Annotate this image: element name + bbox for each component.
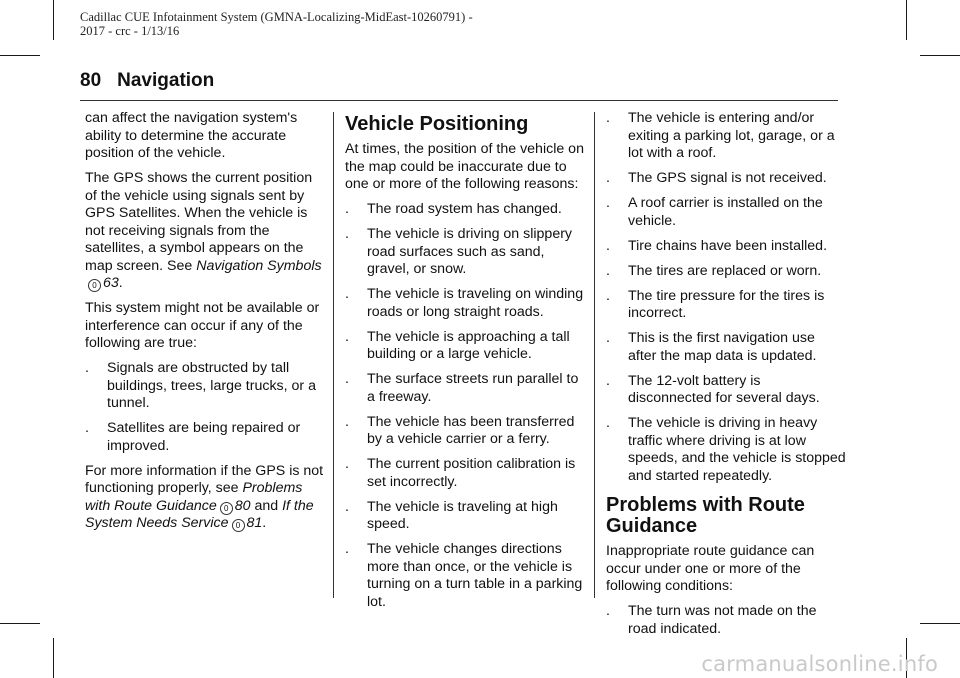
list-item-text: The tire pressure for the tires is incorrect. bbox=[628, 287, 825, 321]
bullet: . bbox=[606, 262, 610, 279]
crop-mark bbox=[0, 55, 40, 56]
list-item-text: The vehicle is traveling on winding roads or long straight roads. bbox=[367, 286, 584, 320]
paragraph: At times, the position of the vehicle on the map could be inaccurate due to one or more of the following reasons: bbox=[345, 141, 584, 192]
page-ref[interactable]: 81 bbox=[246, 515, 263, 531]
paragraph bbox=[85, 170, 325, 293]
list-item-text: The turn was not made on the road indicated. bbox=[628, 603, 817, 637]
crop-mark bbox=[906, 0, 907, 40]
watermark: carmanualsonline.info bbox=[701, 652, 938, 676]
running-header bbox=[80, 70, 214, 92]
list-item-text: The GPS signal is not received. bbox=[628, 170, 827, 186]
route-guidance-link[interactable]: Problems with Route Guidance bbox=[85, 480, 303, 514]
bullet: . bbox=[345, 286, 349, 302]
list-item bbox=[606, 195, 846, 230]
list-item bbox=[606, 373, 846, 408]
list-item-text: The vehicle is traveling at high speed. bbox=[367, 498, 558, 532]
document-meta bbox=[80, 10, 473, 38]
paragraph: can affect the navigation system's ability to determine the accurate position of the vehicle. bbox=[85, 110, 298, 161]
list-item bbox=[606, 415, 846, 485]
list-item bbox=[345, 201, 585, 219]
bullet: . bbox=[606, 330, 610, 346]
list-item bbox=[345, 499, 585, 534]
column-divider bbox=[594, 112, 595, 598]
list-item bbox=[345, 456, 585, 491]
heading-line: Guidance bbox=[606, 515, 698, 537]
list-item-text: The vehicle is entering and/or exiting a parking lot, garage, or a lot with a roof. bbox=[628, 110, 835, 161]
list-item-text: The road system has changed. bbox=[367, 201, 562, 217]
page-ref-icon: 0 bbox=[220, 502, 233, 515]
bullet: . bbox=[345, 371, 349, 387]
crop-mark bbox=[53, 0, 54, 40]
bullet: . bbox=[345, 226, 349, 242]
bullet: . bbox=[606, 603, 610, 619]
list-item bbox=[606, 288, 846, 323]
column-divider bbox=[333, 112, 334, 598]
bullet: . bbox=[345, 541, 349, 557]
page-ref-icon: 0 bbox=[232, 519, 245, 532]
list-item-text: The current position calibration is set incorrectly. bbox=[367, 456, 576, 490]
heading-line: Problems with Route bbox=[606, 494, 805, 516]
list-item-text: The vehicle is driving in heavy traffic where driving is at low speeds, and the vehicle is stopped and started repeatedly. bbox=[628, 415, 846, 484]
list-item bbox=[606, 110, 846, 163]
list-item-text: The vehicle is approaching a tall building or a large vehicle. bbox=[367, 328, 570, 362]
list-item bbox=[345, 371, 585, 406]
bullet: . bbox=[345, 413, 349, 430]
crop-mark bbox=[920, 55, 960, 56]
paragraph: This system might not be available or interference can occur if any of the following are true: bbox=[85, 300, 320, 351]
list-item-text: The surface streets run parallel to a freeway. bbox=[367, 371, 579, 405]
list-item-text: The 12-volt battery is disconnected for several days. bbox=[628, 372, 820, 406]
paragraph-text: The GPS shows the current position of the vehicle using signals sent by GPS Satellites. When the vehicle is not receiving signals from the satellites, a symbol appears on the map screen. See bbox=[85, 170, 313, 274]
crop-mark bbox=[53, 638, 54, 678]
list-item bbox=[606, 170, 846, 188]
section-title: Navigation bbox=[117, 70, 215, 91]
column-2 bbox=[345, 110, 585, 619]
list-item-text: A roof carrier is installed on the vehicle. bbox=[628, 195, 823, 229]
bullet: . bbox=[345, 456, 349, 472]
bullet: . bbox=[606, 287, 610, 304]
bullet: . bbox=[606, 110, 610, 126]
list-item bbox=[345, 226, 585, 279]
bullet: . bbox=[606, 195, 610, 211]
list-item bbox=[85, 360, 325, 413]
column-1 bbox=[85, 110, 325, 540]
column-3 bbox=[606, 110, 846, 646]
list-item-text: The vehicle is driving on slippery road surfaces such as sand, gravel, or snow. bbox=[367, 226, 573, 277]
list-item-text: The tires are replaced or worn. bbox=[628, 262, 822, 279]
list-item bbox=[345, 414, 585, 449]
bullet: . bbox=[606, 372, 610, 389]
bullet: . bbox=[606, 237, 610, 254]
list-item-text: The vehicle changes directions more than once, or the vehicle is turning on a turn table in a parking lot. bbox=[367, 541, 583, 610]
bullet: . bbox=[345, 328, 349, 345]
bullet: . bbox=[606, 415, 610, 431]
paragraph-text: For more information if the GPS is not functioning properly, see bbox=[85, 462, 324, 496]
navigation-symbols-link[interactable]: Navigation Symbols bbox=[196, 257, 322, 274]
list-item bbox=[606, 330, 846, 365]
page-ref[interactable]: 80 bbox=[234, 497, 251, 514]
list-item bbox=[85, 420, 325, 455]
bullet: . bbox=[345, 498, 349, 515]
section-heading bbox=[606, 495, 846, 537]
paragraph bbox=[85, 463, 325, 533]
list-item-text: This is the first navigation use after the map data is updated. bbox=[628, 330, 817, 364]
bullet: . bbox=[85, 360, 89, 376]
list-item bbox=[606, 603, 846, 638]
paragraph-text: and bbox=[254, 497, 279, 514]
page-ref-icon: 0 bbox=[88, 279, 101, 292]
punctuation: . bbox=[262, 515, 267, 531]
list-item-text: Satellites are being repaired or improved. bbox=[107, 420, 301, 454]
bullet: . bbox=[606, 170, 610, 186]
crop-mark bbox=[0, 623, 40, 624]
paragraph: Inappropriate route guidance can occur under one or more of the following conditions: bbox=[606, 543, 815, 594]
page-ref[interactable]: 63 bbox=[103, 275, 119, 291]
crop-mark bbox=[920, 623, 960, 624]
list-item bbox=[345, 541, 585, 611]
list-item-text: Tire chains have been installed. bbox=[628, 237, 828, 254]
header-rule bbox=[80, 100, 838, 101]
page-number: 80 bbox=[80, 70, 102, 91]
list-item-text: The vehicle has been transferred by a vehicle carrier or a ferry. bbox=[367, 413, 575, 447]
punctuation: . bbox=[118, 275, 123, 291]
section-heading: Vehicle Positioning bbox=[345, 113, 529, 135]
list-item bbox=[345, 286, 585, 321]
meta-line-2: 2017 - crc - 1/13/16 bbox=[80, 24, 180, 38]
system-service-link[interactable]: If the System Needs Service bbox=[85, 497, 314, 531]
list-item bbox=[606, 263, 846, 281]
list-item-text: Signals are obstructed by tall buildings, trees, large trucks, or a tunnel. bbox=[107, 360, 316, 411]
bullet: . bbox=[85, 420, 89, 436]
list-item bbox=[345, 329, 585, 364]
bullet: . bbox=[345, 201, 349, 217]
list-item bbox=[606, 238, 846, 256]
meta-line-1: Cadillac CUE Infotainment System (GMNA-Localizing-MidEast-10260791) - bbox=[80, 10, 473, 24]
